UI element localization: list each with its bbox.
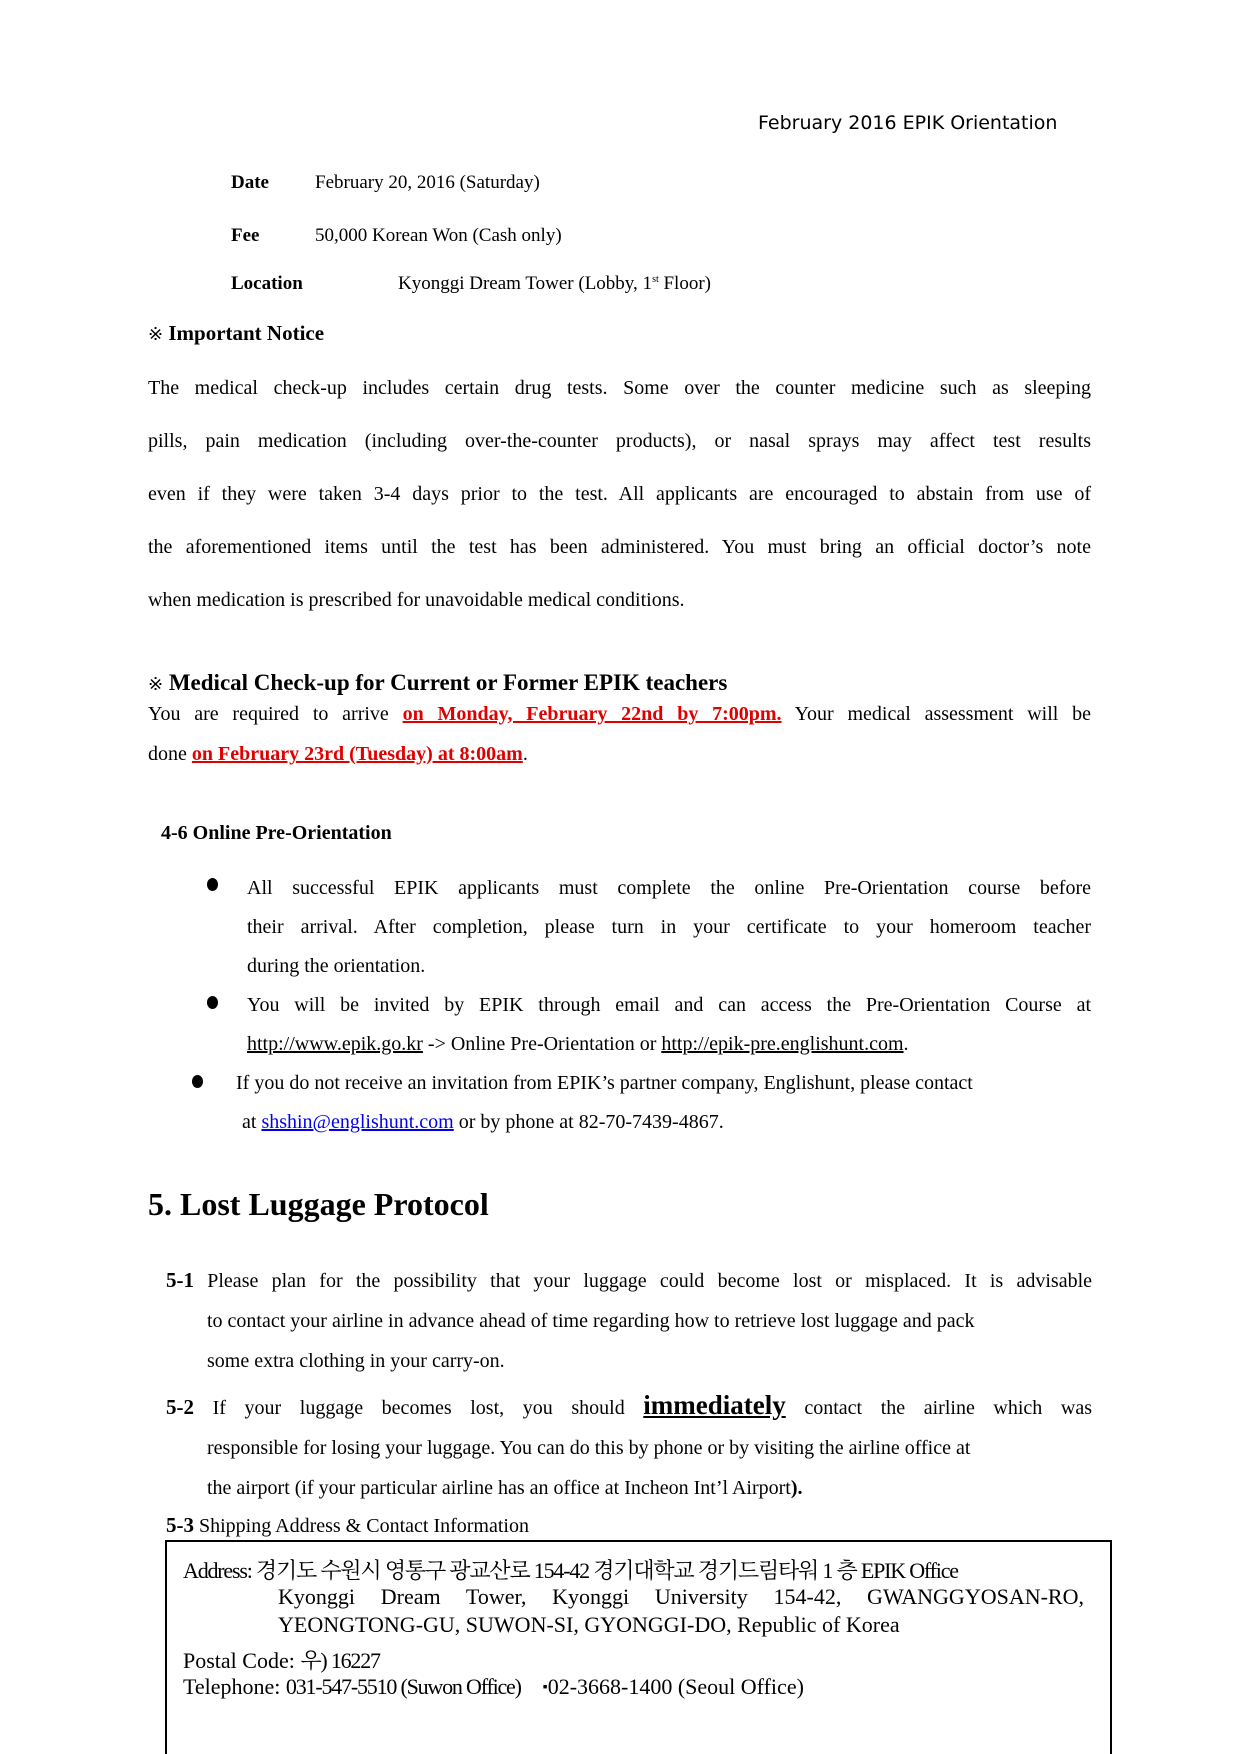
medical-arrival-line: You are required to arrive on Monday, February 22nd by 7:00pm. Your medical assessment will be (148, 703, 1091, 725)
medical-checkup-heading: ※ Medical Check-up for Current or Former EPIK teachers (148, 670, 728, 695)
assessment-time: on February 23rd (Tuesday) at 8:00am (191, 743, 523, 765)
bullet-icon (192, 1075, 203, 1088)
location-label: Location (231, 273, 303, 294)
address-line-korean: Address: 경기도 수원시 영통구 광교산로 154-42 경기대학교 경기드림타워 1 층 EPIK Office (183, 1558, 958, 1583)
date-value: February 20, 2016 (Saturday) (315, 172, 540, 193)
medical-assessment-line: done on February 23rd (Tuesday) at 8:00am. (148, 743, 528, 765)
fee-label: Fee (231, 225, 260, 246)
telephone-suwon: 031-547-5510 (Suwon Office) (285, 1674, 521, 1699)
englishunt-preorientation-link[interactable]: http://epik-pre.englishunt.com (661, 1033, 904, 1055)
important-notice-body: The medical check-up includes certain drug tests. Some over the counter medicine such as sleeping pills, pain medication (including over-the-counter products), or nasal sprays may affect test results even if they were taken 3-4 days prior to the test. All applicants are encouraged to abstain from use of the aforementioned items until the test has been administered. You must bring an official doctor’s note when medication is prescribed for unavoidable medical conditions. (148, 377, 1091, 611)
postal-code: Postal Code: 우) 16227 (183, 1648, 380, 1673)
bullet-item-invitation-contact: If you do not receive an invitation from EPIK’s partner company, Englishunt, please contact at shshin@englishunt.com or by phone at 82-70-7439-4867. (236, 1072, 973, 1133)
bullet-item-preorientation-access: You will be invited by EPIK through email and can access the Pre-Orientation Course at http://www.epik.go.kr -> Online Pre-Orientation or http://epik-pre.englishunt.com. (247, 994, 1091, 1055)
arrival-deadline: on Monday, February 22nd by 7:00pm. (402, 703, 782, 725)
bullet-icon (207, 996, 218, 1009)
contact-email-link[interactable]: shshin@englishunt.com (261, 1111, 454, 1133)
square-bullet-icon: ▪ (542, 1680, 548, 1695)
lost-luggage-heading: 5. Lost Luggage Protocol (148, 1186, 489, 1222)
item-5-3: 5-3 Shipping Address & Contact Information (166, 1513, 529, 1537)
reference-mark-icon: ※ (148, 674, 164, 694)
document-header: February 2016 EPIK Orientation (758, 112, 1058, 134)
fee-value: 50,000 Korean Won (Cash only) (315, 225, 562, 246)
epik-website-link[interactable]: http://www.epik.go.kr (247, 1033, 423, 1055)
bullet-item-preorientation-required: All successful EPIK applicants must complete the online Pre-Orientation course before their arrival. After completion, please turn in your certificate to your homeroom teacher during the orientation. (247, 877, 1091, 977)
date-label: Date (231, 172, 269, 193)
important-notice-heading: ※ Important Notice (148, 321, 325, 345)
preorientation-heading: 4-6 Online Pre-Orientation (161, 822, 392, 844)
reference-mark-icon: ※ (148, 324, 164, 344)
immediately-emphasis: immediately (643, 1390, 786, 1420)
item-5-1: 5-1 Please plan for the possibility that your luggage could become lost or misplaced. It is advisable to contact your airline in advance ahead of time regarding how to retrieve lost luggage and pack some extra clothing in your carry-on. (166, 1268, 1092, 1372)
item-5-2: 5-2 If your luggage becomes lost, you should immediately contact the airline which was responsible for losing your luggage. You can do this by phone or by visiting the airline office at the airport (if your particular airline has an office at Incheon Int’l Airport). (166, 1390, 1093, 1499)
bullet-icon (207, 878, 218, 891)
shipping-address-box (165, 1540, 1112, 1754)
address-line-english-2: YEONGTONG-GU, SUWON-SI, GYONGGI-DO, Republic of Korea (278, 1612, 900, 1637)
telephone-line: Telephone: 031-547-5510 (Suwon Office) ▪02-3668-1400 (Seoul Office) (183, 1674, 804, 1699)
telephone-seoul: 02-3668-1400 (Seoul Office) (547, 1674, 804, 1699)
address-line-english-1: Kyonggi Dream Tower, Kyonggi University 154-42, GWANGGYOSAN-RO, (278, 1584, 1084, 1609)
location-value: Kyonggi Dream Tower (Lobby, 1st Floor) (398, 273, 711, 294)
